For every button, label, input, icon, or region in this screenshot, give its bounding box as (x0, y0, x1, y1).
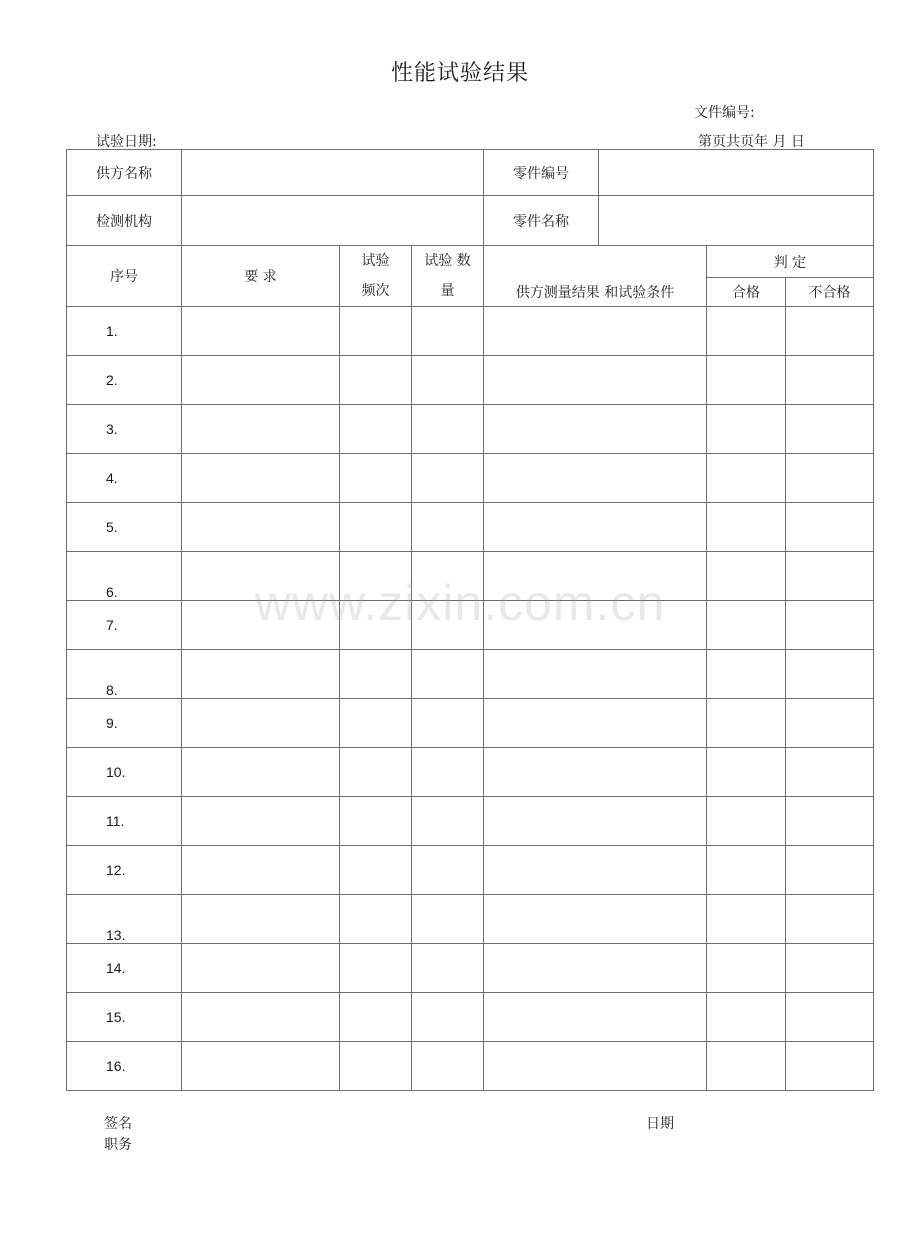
row-number (67, 601, 182, 650)
requirement-cell[interactable] (182, 895, 340, 944)
pass-cell[interactable] (707, 895, 786, 944)
frequency-cell[interactable] (340, 307, 412, 356)
requirement-cell[interactable] (182, 307, 340, 356)
pass-cell[interactable] (707, 405, 786, 454)
part-number-field[interactable] (599, 150, 874, 196)
header-test-frequency (340, 246, 412, 307)
result-cell[interactable] (484, 699, 707, 748)
row-number-text: 9. (106, 715, 118, 731)
part-number-label: 零件编号 (484, 150, 599, 196)
table-row (67, 405, 874, 454)
row-number-text: 6. (106, 584, 118, 600)
header-seq: 序号 (67, 246, 182, 307)
watermark: www.zixin.com.cn (254, 575, 666, 631)
table-row (67, 944, 874, 993)
requirement-cell[interactable] (182, 748, 340, 797)
pass-cell[interactable] (707, 552, 786, 601)
row-number (67, 405, 182, 454)
quantity-cell[interactable] (412, 650, 484, 699)
quantity-cell[interactable] (412, 699, 484, 748)
fail-cell[interactable] (786, 454, 874, 503)
result-cell[interactable] (484, 503, 707, 552)
table-row (67, 993, 874, 1042)
header-frequency-line1: 试验 (361, 253, 390, 269)
fail-cell[interactable] (786, 993, 874, 1042)
row-number-text: 8. (106, 682, 118, 698)
pass-cell[interactable] (707, 748, 786, 797)
quantity-cell[interactable] (412, 405, 484, 454)
result-cell[interactable] (484, 993, 707, 1042)
quantity-cell[interactable] (412, 846, 484, 895)
row-number (67, 650, 182, 699)
header-test-quantity (412, 246, 484, 307)
header-frequency-line2: 频次 (361, 283, 390, 299)
row-number-text: 1. (106, 323, 118, 339)
result-cell[interactable] (484, 895, 707, 944)
result-cell[interactable] (484, 797, 707, 846)
row-number-text: 14. (106, 960, 126, 976)
result-cell[interactable] (484, 307, 707, 356)
result-cell[interactable] (484, 1042, 707, 1091)
frequency-cell[interactable] (340, 503, 412, 552)
row-number-text: 2. (106, 372, 118, 388)
result-cell[interactable] (484, 454, 707, 503)
quantity-cell[interactable] (412, 748, 484, 797)
requirement-cell[interactable] (182, 503, 340, 552)
fail-cell[interactable] (786, 601, 874, 650)
requirement-cell[interactable] (182, 650, 340, 699)
fail-cell[interactable] (786, 1042, 874, 1091)
quantity-cell[interactable] (412, 307, 484, 356)
row-number (67, 748, 182, 797)
fail-cell[interactable] (786, 846, 874, 895)
pass-cell[interactable] (707, 699, 786, 748)
frequency-cell[interactable] (340, 944, 412, 993)
quantity-cell[interactable] (412, 944, 484, 993)
table-row (67, 601, 874, 650)
result-cell[interactable] (484, 944, 707, 993)
table-row (67, 454, 874, 503)
table-row (67, 552, 874, 601)
row-number-text: 3. (106, 421, 118, 437)
row-number-text: 15. (106, 1009, 126, 1025)
frequency-cell[interactable] (340, 356, 412, 405)
page-info: 第页共页年 月 日 (698, 134, 805, 150)
row-number-text: 16. (106, 1058, 126, 1074)
frequency-cell[interactable] (340, 552, 412, 601)
header-requirement: 要 求 (182, 246, 340, 307)
pass-cell[interactable] (707, 503, 786, 552)
result-cell[interactable] (484, 846, 707, 895)
row-number (67, 356, 182, 405)
supplier-name-field[interactable] (182, 150, 484, 196)
requirement-cell[interactable] (182, 699, 340, 748)
requirement-cell[interactable] (182, 846, 340, 895)
requirement-cell[interactable] (182, 356, 340, 405)
row-number-text: 5. (106, 519, 118, 535)
frequency-cell[interactable] (340, 748, 412, 797)
header-quantity-line2: 量 (440, 283, 455, 299)
requirement-cell[interactable] (182, 944, 340, 993)
row-number-text: 7. (106, 617, 118, 633)
row-number-text: 13. (106, 927, 126, 943)
header-quantity-line1: 试验 数 (424, 253, 471, 269)
row-number-text: 11. (106, 813, 125, 829)
table-row (67, 650, 874, 699)
fail-cell[interactable] (786, 307, 874, 356)
quantity-cell[interactable] (412, 1042, 484, 1091)
frequency-cell[interactable] (340, 797, 412, 846)
result-cell[interactable] (484, 356, 707, 405)
row-number (67, 454, 182, 503)
result-cell[interactable] (484, 552, 707, 601)
row-number-text: 12. (106, 862, 126, 878)
quantity-cell[interactable] (412, 454, 484, 503)
table-row (67, 1042, 874, 1091)
row-number-text: 4. (106, 470, 118, 486)
frequency-cell[interactable] (340, 699, 412, 748)
sign-date-label: 日期 (646, 1116, 674, 1132)
pass-cell[interactable] (707, 356, 786, 405)
part-name-label: 零件名称 (484, 196, 599, 246)
header-fail: 不合格 (786, 278, 874, 307)
pass-cell[interactable] (707, 846, 786, 895)
requirement-cell[interactable] (182, 601, 340, 650)
pass-cell[interactable] (707, 454, 786, 503)
pass-cell[interactable] (707, 993, 786, 1042)
part-name-field[interactable] (599, 196, 874, 246)
header-result-conditions: 供方测量结果 和试验条件 (484, 246, 707, 307)
pass-cell[interactable] (707, 944, 786, 993)
signature-label: 签名 (104, 1116, 132, 1132)
requirement-cell[interactable] (182, 552, 340, 601)
row-number (67, 699, 182, 748)
test-organization-field[interactable] (182, 196, 484, 246)
table-row (67, 846, 874, 895)
frequency-cell[interactable] (340, 454, 412, 503)
fail-cell[interactable] (786, 552, 874, 601)
table-row (67, 797, 874, 846)
fail-cell[interactable] (786, 503, 874, 552)
row-number (67, 307, 182, 356)
fail-cell[interactable] (786, 699, 874, 748)
document-number-label: 文件编号: (694, 105, 755, 121)
fail-cell[interactable] (786, 944, 874, 993)
frequency-cell[interactable] (340, 650, 412, 699)
row-number (67, 944, 182, 993)
row-number-text: 10. (106, 764, 126, 780)
table-row (67, 895, 874, 944)
frequency-cell[interactable] (340, 993, 412, 1042)
frequency-cell[interactable] (340, 405, 412, 454)
test-date-label: 试验日期: (96, 134, 157, 150)
row-number (67, 895, 182, 944)
row-number (67, 503, 182, 552)
test-organization-label: 检测机构 (67, 196, 182, 246)
pass-cell[interactable] (707, 601, 786, 650)
row-number (67, 797, 182, 846)
pass-cell[interactable] (707, 1042, 786, 1091)
fail-cell[interactable] (786, 748, 874, 797)
pass-cell[interactable] (707, 650, 786, 699)
pass-cell[interactable] (707, 307, 786, 356)
row-number (67, 1042, 182, 1091)
page-title: 性能试验结果 (390, 61, 529, 86)
requirement-cell[interactable] (182, 993, 340, 1042)
quantity-cell[interactable] (412, 993, 484, 1042)
table-row (67, 356, 874, 405)
fail-cell[interactable] (786, 650, 874, 699)
quantity-cell[interactable] (412, 797, 484, 846)
fail-cell[interactable] (786, 797, 874, 846)
requirement-cell[interactable] (182, 797, 340, 846)
row-number (67, 846, 182, 895)
header-judgement: 判 定 (707, 246, 874, 278)
table-row (67, 699, 874, 748)
quantity-cell[interactable] (412, 503, 484, 552)
fail-cell[interactable] (786, 356, 874, 405)
frequency-cell[interactable] (340, 895, 412, 944)
position-label: 职务 (104, 1137, 132, 1153)
quantity-cell[interactable] (412, 895, 484, 944)
table-row (67, 748, 874, 797)
frequency-cell[interactable] (340, 601, 412, 650)
requirement-cell[interactable] (182, 1042, 340, 1091)
frequency-cell[interactable] (340, 1042, 412, 1091)
result-cell[interactable] (484, 601, 707, 650)
row-number (67, 552, 182, 601)
header-pass: 合格 (707, 278, 786, 307)
fail-cell[interactable] (786, 405, 874, 454)
requirement-cell[interactable] (182, 454, 340, 503)
result-cell[interactable] (484, 748, 707, 797)
frequency-cell[interactable] (340, 846, 412, 895)
requirement-cell[interactable] (182, 405, 340, 454)
quantity-cell[interactable] (412, 552, 484, 601)
supplier-name-label: 供方名称 (67, 150, 182, 196)
result-cell[interactable] (484, 405, 707, 454)
row-number (67, 993, 182, 1042)
performance-test-table (66, 149, 874, 1091)
result-cell[interactable] (484, 650, 707, 699)
pass-cell[interactable] (707, 797, 786, 846)
table-row (67, 307, 874, 356)
table-row (67, 503, 874, 552)
fail-cell[interactable] (786, 895, 874, 944)
quantity-cell[interactable] (412, 601, 484, 650)
quantity-cell[interactable] (412, 356, 484, 405)
